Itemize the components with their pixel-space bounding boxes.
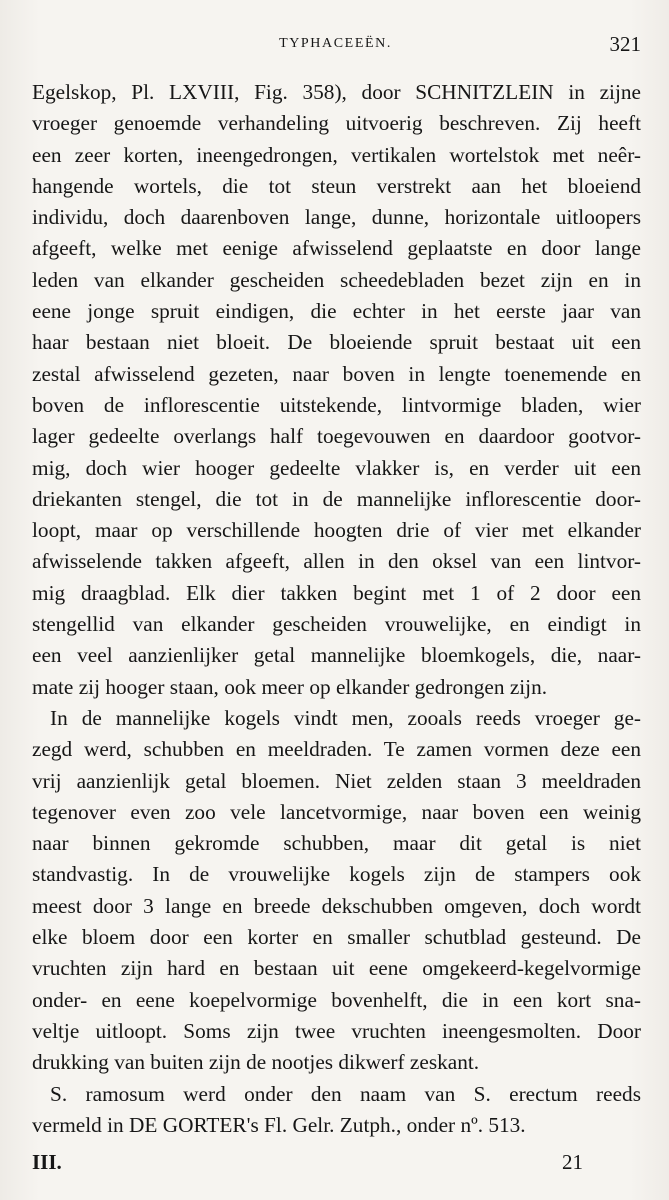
text-line: zestal afwisselend gezeten, naar boven in lengte toenemende en	[32, 361, 641, 386]
text-line: eene jonge spruit eindigen, die echter in het eerste jaar van	[32, 299, 641, 324]
text-line: stengellid van elkander gescheiden vrouwelijke, en eindigt in	[32, 612, 641, 637]
text-line: naar binnen gekromde schubben, maar dit getal is niet	[32, 831, 641, 856]
text-line: haar bestaan niet bloeit. De bloeiende spruit bestaat uit een	[32, 330, 641, 355]
body-text	[32, 77, 641, 1141]
text-line: standvastig. In de vrouwelijke kogels zijn de stampers ook	[32, 862, 641, 887]
text-line: lager gedeelte overlangs half toegevouwen en daardoor gootvor-	[32, 424, 641, 449]
page-header	[30, 34, 641, 58]
text-line: driekanten stengel, die tot in de mannelijke inflorescentie door-	[32, 486, 641, 511]
text-line: mig, doch wier hooger gedeelte vlakker is, en verder uit een	[32, 455, 641, 480]
running-title: TYPHACEEËN.	[279, 36, 392, 51]
text-line: Egelskop, Pl. LXVIII, Fig. 358), door SCHNITZLEIN in zijne	[32, 80, 641, 104]
text-line: zegd werd, schubben en meeldraden. Te zamen vormen deze een	[32, 737, 641, 762]
text-line: afgeeft, welke met eenige afwisselend geplaatste en door lange	[32, 236, 641, 261]
text-line: tegenover even zoo vele lancetvormige, naar boven een weinig	[32, 799, 641, 824]
text-line: mate zij hooger staan, ook meer op elkander gedrongen zijn.	[32, 674, 548, 699]
page-footer	[32, 1150, 583, 1180]
page-number: 321	[609, 32, 641, 56]
text-line: vrij aanzienlijk getal bloemen. Niet zelden staan 3 meeldraden	[32, 768, 641, 793]
text-line: onder- en eene koepelvormige bovenhelft, die in een kort sna-	[32, 987, 641, 1012]
text-line: vroeger genoemde verhandeling uitvoerig beschreven. Zij heeft	[32, 111, 641, 136]
text-line: afwisselende takken afgeeft, allen in den oksel van een lintvor-	[32, 549, 641, 574]
text-line: elke bloem door een korter en smaller schutblad gesteund. De	[32, 925, 641, 950]
text-line: een zeer korten, ineengedrongen, vertikalen wortelstok met neêr-	[32, 142, 641, 167]
text-line: boven de inflorescentie uitstekende, lintvormige bladen, wier	[32, 392, 641, 417]
text-line: vermeld in DE GORTER's Fl. Gelr. Zutph., onder nº. 513.	[32, 1112, 526, 1137]
text-line: hangende wortels, die tot steun verstrekt aan het bloeiend	[32, 173, 641, 198]
text-line: S. ramosum werd onder den naam van S. erectum reeds	[50, 1081, 641, 1106]
text-line: een veel aanzienlijker getal mannelijke bloemkogels, die, naar-	[32, 643, 641, 668]
text-line: drukking van buiten zijn de nootjes dikwerf zeskant.	[32, 1050, 480, 1075]
text-line: leden van elkander gescheiden scheedebladen bezet zijn en in	[32, 267, 641, 292]
text-line: meest door 3 lange en breede dekschubben omgeven, doch wordt	[32, 893, 641, 918]
text-line: mig draagblad. Elk dier takken begint met 1 of 2 door een	[32, 580, 641, 605]
signature-mark: III.	[32, 1150, 62, 1174]
text-line: veltje uitloopt. Soms zijn twee vruchten ineengesmolten. Door	[32, 1018, 641, 1043]
text-line: In de mannelijke kogels vindt men, zooals reeds vroeger ge-	[50, 705, 641, 730]
text-line: loopt, maar op verschillende hoogten drie of vier met elkander	[32, 518, 641, 543]
signature-number: 21	[562, 1150, 583, 1174]
text-line: vruchten zijn hard en bestaan uit eene omgekeerd-kegelvormige	[32, 956, 641, 981]
text-line: individu, doch daarenboven lange, dunne, horizontale uitloopers	[32, 205, 641, 230]
